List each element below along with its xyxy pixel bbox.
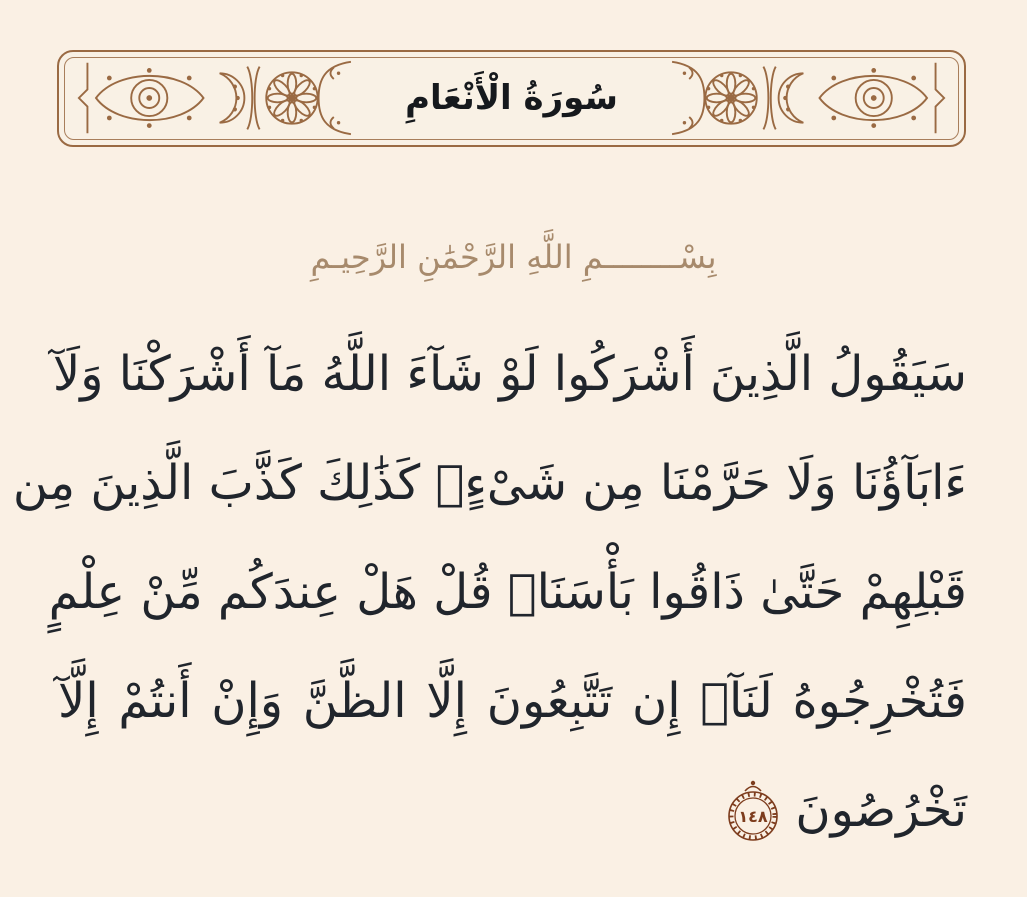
verse-line-1: سَيَقُولُ الَّذِينَ أَشْرَكُوا لَوْ شَآءَ اللَّهُ مَآ أَشْرَكْنَا وَلَآ: [52, 346, 967, 402]
verse-text-block: [12, 320, 967, 865]
ayah-number: ١٤٨: [738, 806, 769, 826]
verse-line-3: قَبْلِهِمْ حَتَّىٰ ذَاقُوا بَأْسَنَاۗ قُلْ هَلْ عِندَكُم مِّنْ عِلْمٍ: [48, 564, 967, 620]
verse-line-2: ءَابَآؤُنَا وَلَا حَرَّمْنَا مِن شَىْءٍۚ كَذَٰلِكَ كَذَّبَ الَّذِينَ مِن: [12, 455, 967, 511]
rosette-icon: [707, 74, 756, 123]
surah-header-band: [57, 50, 966, 147]
verse-line-5: [58, 756, 967, 865]
rosette-icon: [268, 74, 317, 123]
arabesque-ornament-left-icon: [68, 59, 358, 137]
verse-last-word: تَخْرُصُونَ: [795, 782, 967, 838]
surah-title: سُورَةُ الْأَنْعَامِ: [405, 77, 618, 118]
arabesque-ornament-right-icon: [665, 59, 955, 137]
verse-line-4: فَتُخْرِجُوهُ لَنَآۖ إِن تَتَّبِعُونَ إِلَّا الظَّنَّ وَإِنْ أَنتُمْ إِلَّآ: [58, 673, 967, 729]
ayah-number-medallion-icon: [725, 778, 781, 844]
bismillah: بِسْــــــــمِ اللَّهِ الرَّحْمَٰنِ الرَّحِيـمِ: [310, 238, 717, 276]
